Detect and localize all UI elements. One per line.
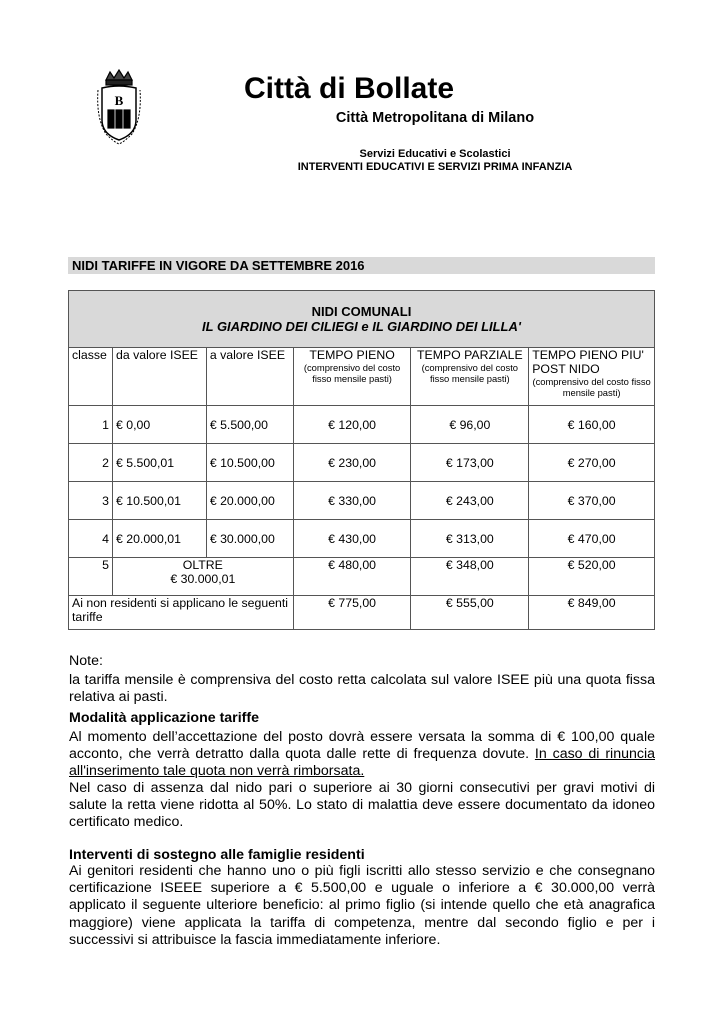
notes-text: la tariffa mensile è comprensiva del costo retta calcolata sul valore ISEE più una quota fissa relativa ai pasti. [69, 672, 655, 706]
table-row [69, 558, 655, 596]
modalita-paragraph-1 [69, 729, 655, 781]
cell-a: € 20.000,00 [206, 482, 293, 520]
cell-oltre [112, 558, 293, 596]
col-post-nido-note: (comprensivo del costo fisso mensile pasti) [532, 376, 651, 398]
cell-post: € 520,00 [529, 558, 655, 596]
cell-classe: 4 [69, 520, 113, 558]
cell-parziale: € 555,00 [411, 596, 529, 630]
modalita-heading: Modalità applicazione tariffe [69, 710, 259, 726]
table-header [69, 291, 655, 348]
col-tempo-pieno-label: TEMPO PIENO [309, 348, 395, 362]
cell-parziale: € 173,00 [411, 444, 529, 482]
cell-pieno: € 330,00 [293, 482, 411, 520]
cell-oltre-label: OLTRE [182, 558, 223, 572]
cell-post: € 160,00 [529, 406, 655, 444]
cell-classe: 3 [69, 482, 113, 520]
col-post-nido [529, 348, 655, 406]
col-tempo-pieno [293, 348, 411, 406]
cell-a: € 5.500,00 [206, 406, 293, 444]
cell-pieno: € 480,00 [293, 558, 411, 596]
col-classe: classe [69, 348, 113, 406]
notes-label: Note: [69, 653, 103, 669]
modalita-underlined-text: In caso di rinuncia all'inserimento tale quota non verrà rimborsata. [69, 746, 656, 780]
table-row-nonresidents [69, 596, 655, 630]
cell-da: € 0,00 [112, 406, 206, 444]
table-subtitle: IL GIARDINO DEI CILIEGI e IL GIARDINO DEI LILLA' [202, 319, 521, 334]
cell-post: € 270,00 [529, 444, 655, 482]
table-row [69, 406, 655, 444]
cell-pieno: € 120,00 [293, 406, 411, 444]
cell-classe: 1 [69, 406, 113, 444]
department-line-1: Servizi Educativi e Scolastici [359, 148, 511, 160]
tariff-table [68, 290, 655, 630]
interventi-paragraph: Ai genitori residenti che hanno uno o più figli iscritti allo stesso servizio e che consegnano certificazione ISEEE superiore a € 5.500,00 e uguale o inferiore a € 30.000,00 verrà applicato il seguente ulteriore beneficio: al primo figlio (si intende quello che età anagrafica maggiore) viene applicata la tariffa di competenza, mentre dal secondo figlio e per i successivi si attribuisce la fascia immediatamente inferiore. [69, 863, 655, 948]
modalita-text: Al momento dell’accettazione del posto dovrà essere versata la somma di € 100,00 quale acconto, che verrà detratto dalla quota dalle rette di frequenza dovute. [69, 729, 655, 763]
cell-da: € 5.500,01 [112, 444, 206, 482]
table-row [69, 520, 655, 558]
metro-subtitle: Città Metropolitana di Milano [335, 110, 535, 126]
department-line-2: INTERVENTI EDUCATIVI E SERVIZI PRIMA INFANZIA [297, 161, 573, 173]
cell-nonresidents-label: Ai non residenti si applicano le seguenti tariffe [69, 596, 294, 630]
cell-oltre-value: € 30.000,01 [170, 572, 236, 586]
modalita-paragraph-2: Nel caso di assenza dal nido pari o superiore ai 30 giorni consecutivi per gravi motivi di salute la retta viene ridotta al 50%. Lo stato di malattia deve essere documentato da idoneo certificato medico. [69, 780, 655, 831]
section-heading-bar: NIDI TARIFFE IN VIGORE DA SETTEMBRE 2016 [68, 257, 655, 274]
cell-pieno: € 775,00 [293, 596, 411, 630]
cell-parziale: € 348,00 [411, 558, 529, 596]
cell-pieno: € 230,00 [293, 444, 411, 482]
col-tempo-parziale-label: TEMPO PARZIALE [416, 348, 523, 362]
col-a-isee: a valore ISEE [206, 348, 293, 406]
cell-pieno: € 430,00 [293, 520, 411, 558]
col-da-isee: da valore ISEE [112, 348, 206, 406]
cell-a: € 30.000,00 [206, 520, 293, 558]
cell-parziale: € 243,00 [411, 482, 529, 520]
table-row [69, 444, 655, 482]
table-row [69, 482, 655, 520]
cell-classe: 2 [69, 444, 113, 482]
city-title: Città di Bollate [244, 72, 455, 105]
cell-parziale: € 313,00 [411, 520, 529, 558]
cell-da: € 10.500,01 [112, 482, 206, 520]
crest-letter: B [114, 93, 124, 108]
interventi-heading: Interventi di sostegno alle famiglie residenti [69, 847, 365, 863]
cell-post: € 370,00 [529, 482, 655, 520]
cell-da: € 20.000,01 [112, 520, 206, 558]
table-title: NIDI COMUNALI [311, 304, 412, 319]
cell-post: € 470,00 [529, 520, 655, 558]
cell-parziale: € 96,00 [411, 406, 529, 444]
col-tempo-parziale [411, 348, 529, 406]
cell-a: € 10.500,00 [206, 444, 293, 482]
col-post-nido-label: TEMPO PIENO PIU' POST NIDO [532, 348, 644, 376]
col-tempo-pieno-note: (comprensivo del costo fisso mensile pasti) [303, 362, 401, 384]
col-tempo-parziale-note: (comprensivo del costo fisso mensile pasti) [421, 362, 519, 384]
cell-post: € 849,00 [529, 596, 655, 630]
cell-classe: 5 [69, 558, 113, 596]
